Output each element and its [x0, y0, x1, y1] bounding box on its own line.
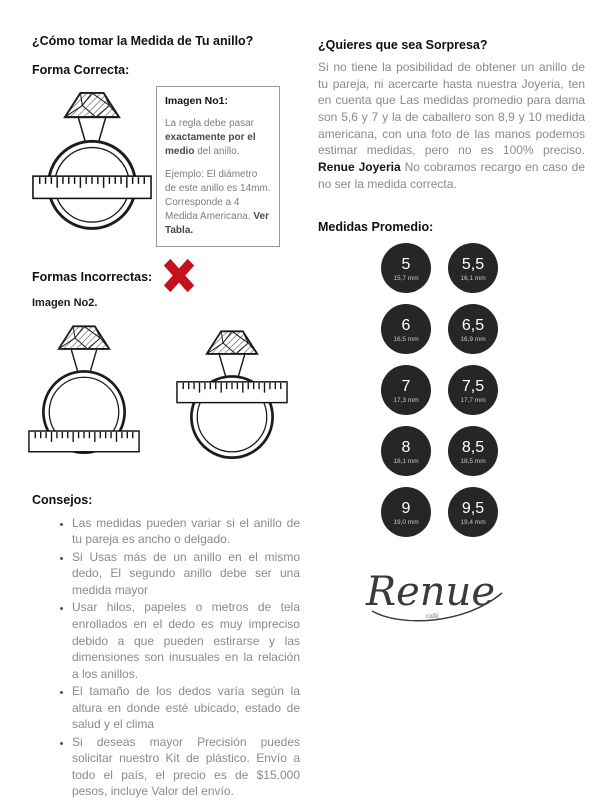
image1-example-text — [165, 168, 271, 238]
ring-size-badge — [448, 365, 498, 415]
red-x-icon — [160, 255, 198, 295]
image1-rule-text — [165, 117, 271, 159]
image1-rule-text-start: La regla debe pasar — [165, 117, 254, 129]
ring-size-mm: 16,1 mm — [460, 274, 486, 282]
surprise-heading: ¿Quieres que sea Sorpresa? — [318, 38, 488, 52]
renue-logo-text: Renue — [366, 569, 495, 616]
tip-item: • Si deseas mayor Precisión puedes solicitar nuestro Kit de plástico. Envío a todo el país, el precio es de $15.000 pesos, incluye Valor del envío. — [72, 734, 300, 800]
correct-figure-row — [32, 86, 300, 247]
correct-way-heading: Forma Correcta: — [32, 63, 130, 77]
ring-size-us: 6 — [401, 316, 411, 334]
incorrect-way-heading: Formas Incorrectas: — [32, 269, 153, 284]
ring-size-us: 8 — [401, 438, 411, 456]
renue-logo-subtext: café — [426, 613, 439, 621]
ring-size-badge — [448, 243, 498, 293]
renue-logo — [360, 561, 510, 633]
ring-size-mm: 18,1 mm — [393, 457, 419, 465]
tips-list — [32, 515, 300, 800]
ring-size-us: 9 — [401, 499, 411, 517]
ring-size-badge — [448, 426, 498, 476]
average-sizes-heading: Medidas Promedio: — [318, 220, 434, 235]
ring-size-badge — [381, 365, 431, 415]
ring-size-us: 6,5 — [461, 316, 485, 334]
surprise-text-end: No cobramos recargo en caso de no ser la medida correcta. — [318, 160, 585, 191]
image1-see-table-bold: Ver Tabla. — [165, 210, 269, 236]
ring-size-us: 5 — [401, 255, 411, 273]
ring-ruler-bottom-illustration — [28, 320, 140, 468]
image2-label: Imagen No2. — [32, 296, 98, 309]
ring-size-badge — [381, 426, 431, 476]
image1-example-body: Ejemplo: El diámetro de este anillo es 14mm. Corresponde a 4 Medida Americana. — [165, 168, 271, 222]
ring-size-us: 9,5 — [461, 499, 485, 517]
page-title: ¿Cómo tomar la Medida de Tu anillo? — [32, 34, 254, 48]
tip-item: • El tamaño de los dedos varía según la altura en donde esté ubicado, estado de salud y el clima — [72, 683, 300, 733]
ring-ruler-top-illustration — [176, 325, 288, 473]
brand-name-bold: Renue Joyeria — [318, 160, 401, 175]
surprise-text-start: Si no tiene la posibilidad de obtener un anillo de tu pareja, ni acercarte hasta nuestra Joyeria, ten en cuenta que Las medidas promedio para dama son 5,6 y 7 y la de caballero son 8,9 y 10 medida americana, con una foto de las manos podemos estimar medidas, pero no es 100% preciso. — [318, 60, 585, 158]
tip-item: • Usar hilos, papeles o metros de tela enrollados en el dedo es muy impreciso debido a que pueden estirarse y las dimensiones son inusuales en la relación a los anillos. — [72, 599, 300, 682]
ring-size-badge — [448, 304, 498, 354]
ring-size-mm: 16,9 mm — [460, 335, 486, 343]
left-column — [32, 34, 300, 800]
tip-item: • Las medidas pueden variar si el anillo de tu pareja es ancho o delgado. — [72, 515, 300, 548]
incorrect-heading-row — [32, 257, 300, 297]
ring-size-badge — [381, 243, 431, 293]
image1-callout-box — [156, 86, 280, 247]
image1-rule-text-end: del anillo. — [194, 145, 240, 157]
tip-item: • Si Usas más de un anillo en el mismo dedo, El segundo anillo debe ser una medida mayor — [72, 549, 300, 599]
ring-size-us: 5,5 — [461, 255, 485, 273]
surprise-paragraph — [318, 59, 585, 192]
right-column — [318, 38, 585, 638]
image1-box-title: Imagen No1: — [165, 95, 229, 107]
ring-size-mm: 15,7 mm — [393, 274, 419, 282]
ring-size-mm: 17,3 mm — [393, 396, 419, 404]
ring-size-us: 7,5 — [461, 377, 485, 395]
ring-size-us: 8,5 — [461, 438, 485, 456]
ring-size-badge — [381, 304, 431, 354]
incorrect-figures-row — [28, 320, 300, 473]
ring-size-badge — [381, 487, 431, 537]
ring-size-mm: 19,4 mm — [460, 518, 486, 526]
image1-rule-text-bold: exactamente por el medio — [165, 131, 256, 157]
ring-size-mm: 16,5 mm — [393, 335, 419, 343]
ring-size-mm: 17,7 mm — [460, 396, 486, 404]
ring-sizes-grid — [381, 243, 585, 537]
tips-heading: Consejos: — [32, 492, 93, 507]
ring-size-mm: 19,0 mm — [393, 518, 419, 526]
ring-size-us: 7 — [401, 377, 411, 395]
ring-size-mm: 18,5 mm — [460, 457, 486, 465]
ring-size-badge — [448, 487, 498, 537]
brand-logo-wrap — [360, 561, 585, 638]
ring-ruler-middle-illustration — [32, 86, 152, 245]
